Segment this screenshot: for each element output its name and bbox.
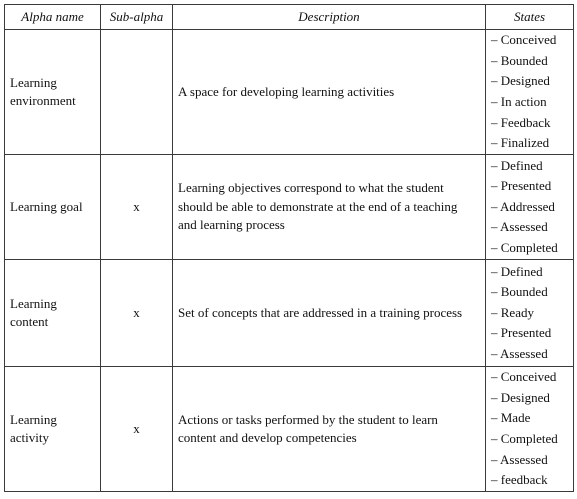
alpha-name-line: Learning [10, 74, 57, 90]
table-row [5, 260, 574, 367]
state-item: – Made [491, 410, 531, 426]
state-item: – Conceived [491, 32, 557, 48]
state-item: – Ready [491, 304, 534, 320]
table-row [5, 30, 574, 155]
description-cell [173, 367, 486, 492]
state-item: – Assessed [491, 451, 548, 467]
sub-alpha-cell: x [101, 155, 173, 260]
state-item: – Defined [491, 263, 543, 279]
table-row [5, 155, 574, 260]
description-line: should be able to demonstrate at the end of a teaching [178, 198, 458, 214]
table-body [5, 30, 574, 492]
description-line: content and develop competencies [178, 430, 357, 445]
header-alpha-name: Alpha name [5, 5, 101, 30]
alpha-name-line: environment [10, 93, 76, 108]
description-line: A space for developing learning activities [178, 83, 395, 99]
alpha-name-cell [5, 155, 101, 260]
states-cell [486, 260, 574, 367]
alpha-name-cell [5, 30, 101, 155]
sub-alpha-cell: x [101, 260, 173, 367]
description-line: Set of concepts that are addressed in a training process [178, 304, 463, 320]
state-item: – Finalized [491, 135, 550, 151]
alpha-name-line: content [10, 314, 49, 329]
description-cell [173, 30, 486, 155]
states-cell [486, 155, 574, 260]
alpha-table [4, 4, 574, 492]
state-item: – Completed [491, 239, 558, 255]
states-cell [486, 367, 574, 492]
state-item: – feedback [491, 472, 548, 488]
state-item: – Bounded [491, 284, 548, 300]
alpha-name-line: Learning goal [10, 198, 83, 214]
description-cell [173, 260, 486, 367]
state-item: – In action [491, 94, 547, 109]
header-states: States [486, 5, 574, 30]
sub-alpha-cell [101, 30, 173, 155]
description-line: Actions or tasks performed by the student to learn [178, 411, 438, 427]
state-item: – Presented [491, 325, 552, 341]
state-item: – Assessed [491, 345, 548, 361]
alpha-name-line: Learning [10, 295, 57, 311]
table-header-row [5, 5, 574, 30]
alpha-name-cell [5, 367, 101, 492]
state-item: – Completed [491, 431, 558, 446]
state-item: – Designed [491, 73, 550, 89]
state-item: – Defined [491, 157, 543, 173]
state-item: – Feedback [491, 114, 551, 130]
state-item: – Assessed [491, 219, 548, 235]
alpha-name-cell [5, 260, 101, 367]
description-line: and learning process [178, 217, 285, 233]
state-item: – Designed [491, 389, 550, 405]
sub-alpha-cell: x [101, 367, 173, 492]
header-sub-alpha: Sub-alpha [101, 5, 173, 30]
description-cell [173, 155, 486, 260]
description-line: Learning objectives correspond to what the student [178, 180, 444, 196]
states-cell [486, 30, 574, 155]
state-item: – Conceived [491, 369, 557, 385]
state-item: – Presented [491, 178, 552, 194]
header-description: Description [173, 5, 486, 30]
state-item: – Addressed [491, 198, 555, 214]
alpha-name-line: Learning [10, 411, 57, 427]
alpha-name-line: activity [10, 430, 49, 445]
table-row [5, 367, 574, 492]
state-item: – Bounded [491, 52, 548, 68]
